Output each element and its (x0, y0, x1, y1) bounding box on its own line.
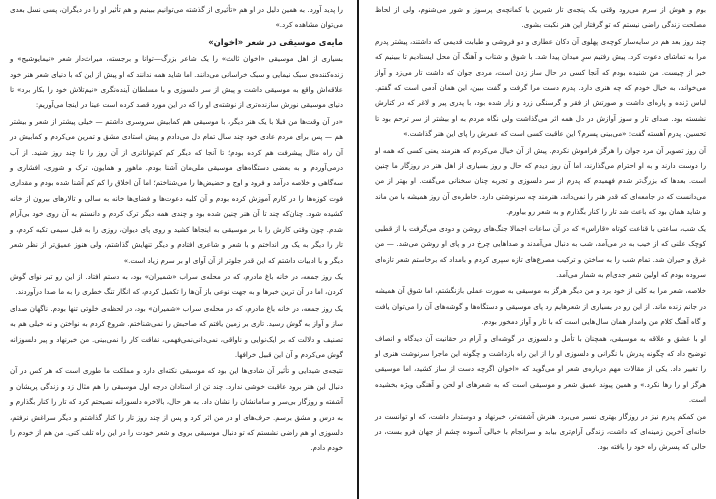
paragraph: نتیجه‌ی شیدایی و تأثیر آن شادی‌ها این بود که موسیقی نکته‌ای دارد و مملکت ما طوری است که هر کس در آن دنبال این هنر برود عاقبت خوشی ندارد. چند تن از استادان درجه اول موسیقی را هم مثال زد و زندگی پریشان و آشفته و روزگار بی‌سر و سامانشان را نشان داد. به هر حال، بالاخره دلسوزانه نصیحتم کرد که تار را کنار بگذارم و به درس و مشق برسم. حرف‌های او در من اثر کرد و پس از چند روز تار را کنار گذاشتم و دیگر سراغش نرفتم، دلسوزی او هم راضی نشستم که تو دنبال موسیقی بروی و شعر خودت را در این راه تلف کنی. من هم از خودم را خودم دادم. (10, 366, 343, 453)
paragraph: آن روز تصویر آن مرد جوان را هرگز فراموش نکردم. پیش از آن خیال می‌کردم که هنرمند یعنی کسی که همه او را دوست دارند و به او احترام می‌گذارند، اما آن روز دیدم که حال و روز بسیاری از اهل هنر در روزگار ما چنین است. بعدها که بزرگ‌تر شدم فهمیدم که پدرم از سر دلسوزی و تجربه چنان سخنانی می‌گفت. او بهتر از من می‌دانست که در جامعه‌ای که قدر هنر را نمی‌داند، هنرمند چه سرنوشتی دارد. خاطره‌ی آن روز همیشه با من ماند و شاید همان بود که باعث شد تار را کنار بگذارم و به شعر رو بیاورم. (375, 145, 706, 217)
paragraph: چند روز بعد هم در سایه‌سار کوچه‌ی پهلوی آن دکان عطاری و دو فروشی و طبابت قدیمی که داشتند، پیشتر پدرم مرا به تماشای دعوت کرد. پیش رفتیم سرِ میدان پیدا شد. با شوق و شتاب و آهنگ آن محل ایستادیم تا ببینیم که خبر از چیست. من شنیده بودم که آنجا کسی در حال ساز زدن است، مردی جوان که داشت تار می‌زد و آواز می‌خواند، به خیال خودم که چه هنری دارد. پدرم دست مرا گرفت و گفت ببین، این همان آدمی است که گفتم. لباس ژنده و پاره‌ای داشت و صورتش از فقر و گرسنگی زرد و زار شده بود، با پدری پیر و لاغر که در کنارش نشسته بود. صدای تار و سوز آوازش در دل همه اثر می‌گذاشت ولی نگاه مردم به او بیشتر از سر ترحم بود تا تحسین. پدرم آهسته گفت: «می‌بینی پسرم؟ این عاقبت کسی است که عمرش را پای این هنر گذاشت.» (375, 36, 706, 139)
section-heading: مایه‌ی موسیقی در شعر «اخوان» (208, 36, 343, 47)
paragraph: من کمکم پدرم نیز در روزگار بهتری نسبر می‌برد. هنرش آشفته‌تر، خبرنهاد و دوستدار داشت، که او توانست در خانه‌ای آخرین زمینه‌ای که داشت، زندگی آرام‌تری بیابد و سرانجام با خیالی آسوده چشم از جهان فرو بست، در حالی که پسرش راه خود را یافته بود. (375, 411, 706, 452)
paragraph: «در آن وقت‌ها من قبلا با یک هنر دیگر، با موسیقی هم کمابیش سروسری داشتم — خیلی پیشتر از شعر و بیشتر هم — پس برای مردم عادی خود چند سال تمام دل می‌دادم و پیش استادی مشق و تمرین می‌کردم و کمابیش در آن راه مثال پیشرفت هم کرده بودم؛ تا آنجا که دیگر کم کم‌تواناتری از آن روز را تا چند روز شنید. از آب درمی‌آوردم و به بعضی دستگاه‌های موسیقی ملی‌مان آشنا بودم. ماهور و همایون، ترک و شوری، افشاری و سه‌گاهی و خلاصه درآمد و فرود و اوج و حضیض‌ها را می‌شناختم؛ اما آن اخلاق را کم کم آشنا شده بودم و مقداری فوت کوزه‌ها را در کارم آموزش کرده بودم و آن کلیه دعوت‌ها و فضای‌ها خانه به سالی و تالارهای بیرون از خانه کشیده شود. چنان‌که چند تا آن هنر چنین شده بود و چندی همه دیگر ترک کردم و دانستم به آن روی خود بی‌آرام شدم. چون وقتی کارش را با بر موسیقی به اینجاها کشید و روی پای دیوان، روزی را به قبل سیمی تکیه کردم، و تار را دیگر به یک ور انداختم و با شعر و شاعری افتادم و دیگر تنهایش گذاشتم، ولی هنوز عمیق‌تر از نظر شعر دیگر و با ادبیات داشتم که این قدر جلوتر از آن آوای او بر سرم زیاد است.» (10, 116, 343, 265)
paragraph: خلاصه، شعر مرا به کلی از خود برد و من دیگر هرگز به موسیقی به صورت عملی بازنگشتم، اما شوق آن همیشه در جانم زنده ماند. از این رو در بسیاری از شعرهایم رد پای موسیقی و دستگاه‌ها و گوشه‌های آن را می‌توان یافت و گاه آهنگ کلام من وامدار همان سال‌هایی است که با تار و آواز دمخور بودم. (375, 286, 706, 327)
paragraph: بوم و هوش از سرم می‌رود وقتی یک پنجه‌ی تار شیرین یا کمانچه‌ی پرسوز و شور می‌شنوم، ولی از لحاظ مصلحت زندگی راضی نیستم که تو گرفتار این هنر نکبت بشوی. (375, 5, 706, 30)
paragraph: بسیاری از اهل موسیقی «اخوان ثالث» را یک شاعر بزرگ—توانا و برجسته، میراث‌دار شعر «نیمایوشیج» و زنده‌کننده‌ی سبک نیمایی و سبک خراسانی می‌دانند. اما شاید همه ندانند که او پیش از این که با دنیای شعر هنر خود علاقه‌اش واقع به موسیقی داشت و پیش از سر دلسوزی و با مسلطان آینده‌نگری «نیم‌تلاش خود را بکار برد» تا دنیای موسیقی نورش سازنده‌تری از نوشته‌ی او را که در این مورد قصد کرده است عینا در اینجا می‌آوریم: (10, 54, 343, 110)
paragraph: یک شب، ساعتی با قناعت کوتاه «قاراس» که در آن ساعات اجمالا جنگ‌های روشن و دودی می‌گرفت با از قطبی کوچک علنی که از خیب به در می‌آمد، شب به دنبال می‌آمدند و صداهایی چرخ در و پای او روشن می‌شد. — من غرق و حیران شد. تمام شب را به ساختن و ترکیب مصرع‌های تازه سپری کردم و بامداد که برخاستم شعر تازه‌ای سروده بودم که اولین شعر جدی‌ام به شمار می‌آمد. (375, 223, 706, 279)
left-page (0, 0, 355, 499)
right-page (361, 0, 716, 499)
paragraph: یک روز جمعه، در خانه باغ مادرم، که در محله‌ی سراب «شمیران» بود، در لحظه‌ی خلوتی تنها بودم. ناگهان صدای ساز و آواز به گوش رسید. تاری بر زمین یافتم که صاحبش را نمی‌شناختم. شروع کردم به نواختن و نه خیلی هم به تصنیف و دلالت که بر ایک‌نوایی و ناواقی، نمی‌دانی‌نمی‌فهمی، نفاقت کار را نمی‌بینی. من خبرنهاد و پیر دلسوزانه گوش می‌کردم و آن این قبیل خرافها. (10, 303, 343, 359)
paragraph: یک روز جمعه، در خانه باغ مادرم، که در محله‌ی سراب «شمیران» بود، به دستم افتاد. از این رو تبر نوای گوش کردن، اما در آن ترین خبرها و به جهت نوعی باز آن‌ها را تکمیل کردم، که انگار تنگ خطری را به ما صدا درآوردند. (10, 271, 343, 297)
paragraph: را پدید آورد. به همین دلیل در او هم «تأثیری از گذشته می‌توانیم ببینیم و هم تأثیر او را در دیگران، پسی نسل بعدی می‌توان مشاهده کرد.» (10, 5, 343, 30)
paragraph: او با عشق و علاقه به موسیقی، همچنان با تأمل و دلسوزی در گوشه‌ای و آرام در حقانیت آن دیدگاه و انصاف توضیح داد که چگونه پدرش با نگرانی و دلسوزی او را از این راه بازداشت و چگونه این ماجرا سرنوشت هنری او را تغییر داد. یکی از مقالات مهم درباره‌ی شعر او می‌گوید که «اخوان اگرچه دست از ساز کشید، اما موسیقی هرگز او را رها نکرد.» و همین پیوند عمیق شعر و موسیقی است که به شعرهای او لحن و آهنگی ویژه بخشیده است. (375, 333, 706, 405)
